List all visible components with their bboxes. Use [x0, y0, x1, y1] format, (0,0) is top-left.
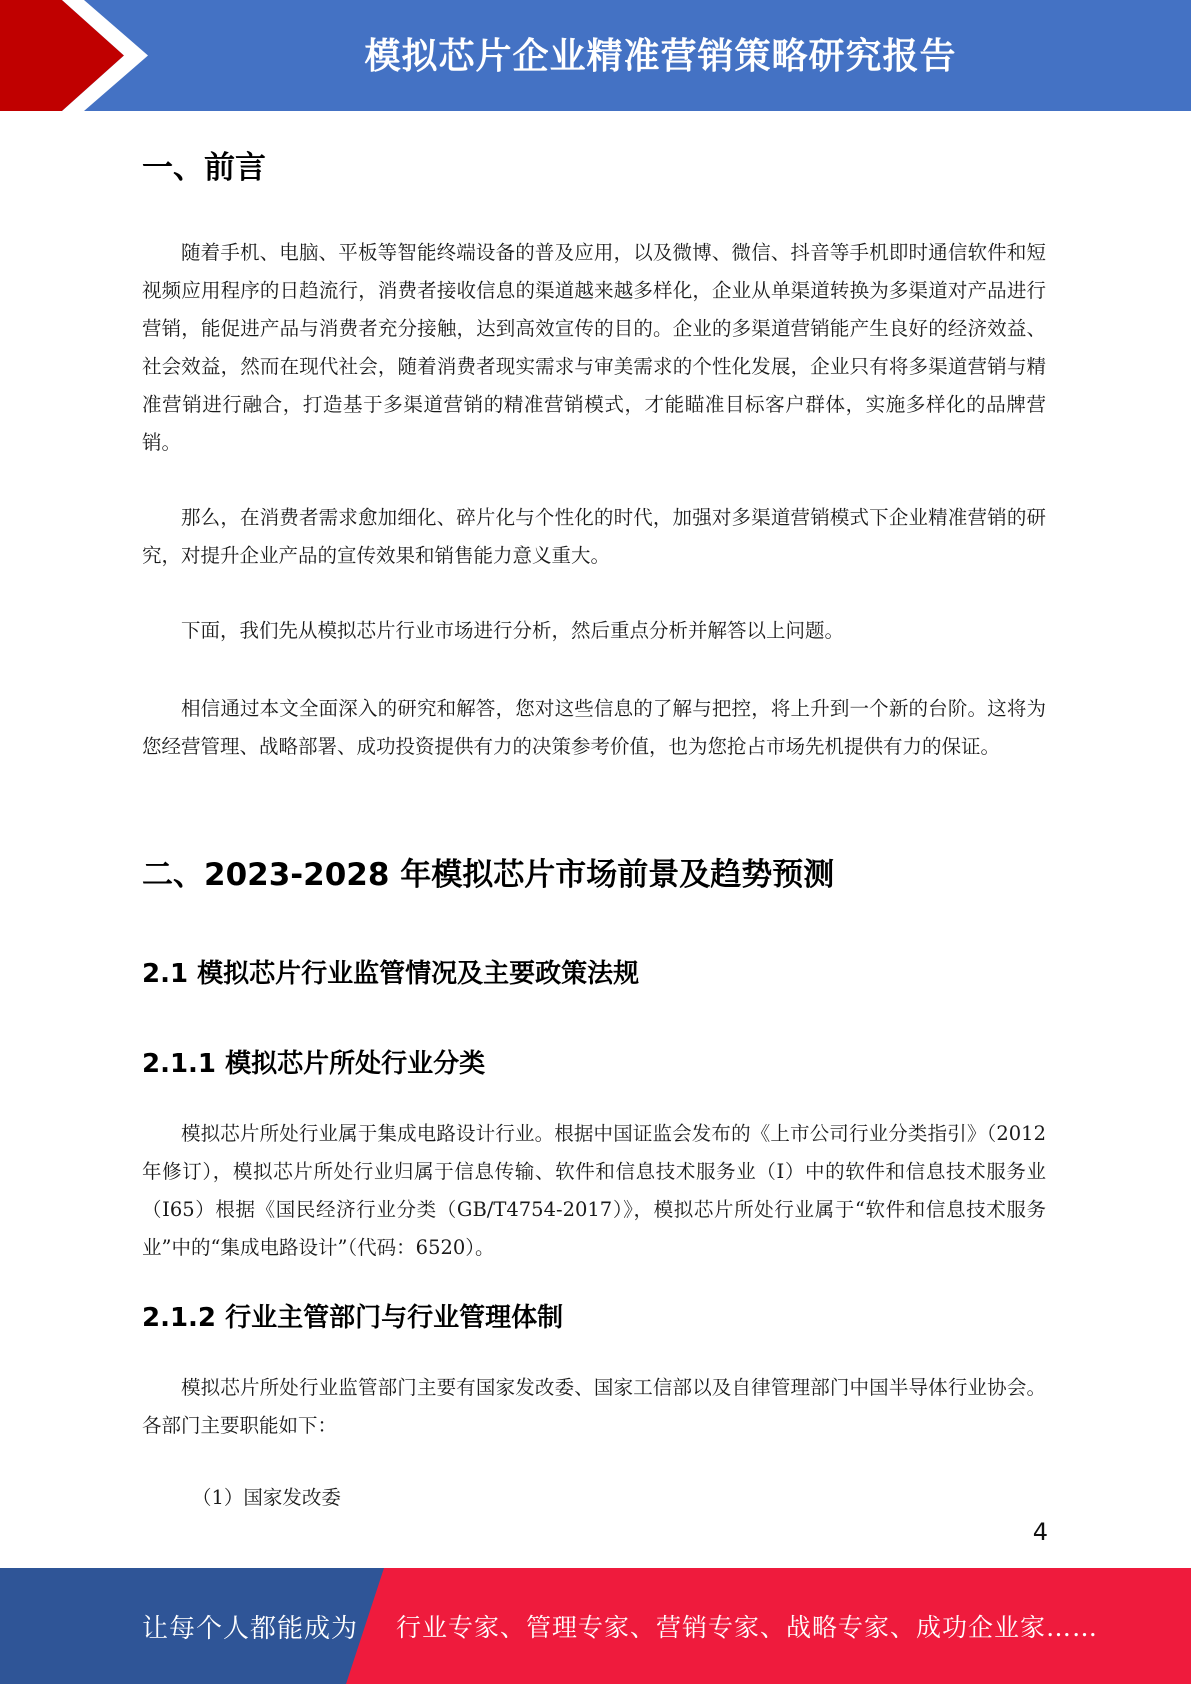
preface-paragraph-2: 那么，在消费者需求愈加细化、碎片化与个性化的时代，加强对多渠道营销模式下企业精准营销的研究，对提升企业产品的宣传效果和销售能力意义重大。 — [142, 506, 1046, 567]
subsection-heading-2-1-2: 2.1.2 行业主管部门与行业管理体制 — [142, 1303, 564, 1333]
page-header — [0, 0, 1191, 111]
section-heading-forecast: 二、2023-2028 年模拟芯片市场前景及趋势预测 — [142, 857, 835, 893]
preface-paragraph-1: 随着手机、电脑、平板等智能终端设备的普及应用，以及微博、微信、抖音等手机即时通信软件和短视频应用程序的日趋流行，消费者接收信息的渠道越来越多样化，企业从单渠道转换为多渠道对产品进行营销，能促进产品与消费者充分接触，达到高效宣传的目的。企业的多渠道营销能产生良好的经济效益、社会效益，然而在现代社会，随着消费者现实需求与审美需求的个性化发展，企业只有将多渠道营销与精准营销进行融合，打造基于多渠道营销的精准营销模式，才能瞄准目标客户群体，实施多样化的品牌营销。 — [142, 241, 1046, 454]
regulatory-departments-paragraph: 模拟芯片所处行业监管部门主要有国家发改委、国家工信部以及自律管理部门中国半导体行业协会。各部门主要职能如下： — [142, 1376, 1046, 1437]
page-footer — [0, 1568, 1191, 1684]
preface-paragraph-4: 相信通过本文全面深入的研究和解答，您对这些信息的了解与把控，将上升到一个新的台阶。这将为您经营管理、战略部署、成功投资提供有力的决策参考价值，也为您抢占市场先机提供有力的保证。 — [142, 697, 1046, 758]
industry-classification-paragraph: 模拟芯片所处行业属于集成电路设计行业。根据中国证监会发布的《上市公司行业分类指引》（2012 年修订），模拟芯片所处行业归属于信息传输、软件和信息技术服务业（I）中的软件和信息技术服务业（I65）根据《国民经济行业分类（GB/T4754-2017）》，模拟芯片所处行业属于“软件和信息技术服务业”中的“集成电路设计”（代码：6520）。 — [142, 1122, 1046, 1259]
footer-slogan-right: 行业专家、管理专家、营销专家、战略专家、成功企业家…… — [396, 1613, 1099, 1642]
page-number: 4 — [1032, 1518, 1048, 1546]
subsection-heading-2-1: 2.1 模拟芯片行业监管情况及主要政策法规 — [142, 959, 640, 989]
footer-slogan-left: 让每个人都能成为 — [142, 1613, 359, 1644]
list-item-ndrc: （1）国家发改委 — [192, 1486, 341, 1509]
subsection-heading-2-1-1: 2.1.1 模拟芯片所处行业分类 — [142, 1049, 486, 1079]
preface-paragraph-3: 下面，我们先从模拟芯片行业市场进行分析，然后重点分析并解答以上问题。 — [181, 619, 845, 642]
report-title: 模拟芯片企业精准营销策略研究报告 — [364, 35, 957, 77]
section-heading-preface: 一、前言 — [142, 150, 266, 186]
